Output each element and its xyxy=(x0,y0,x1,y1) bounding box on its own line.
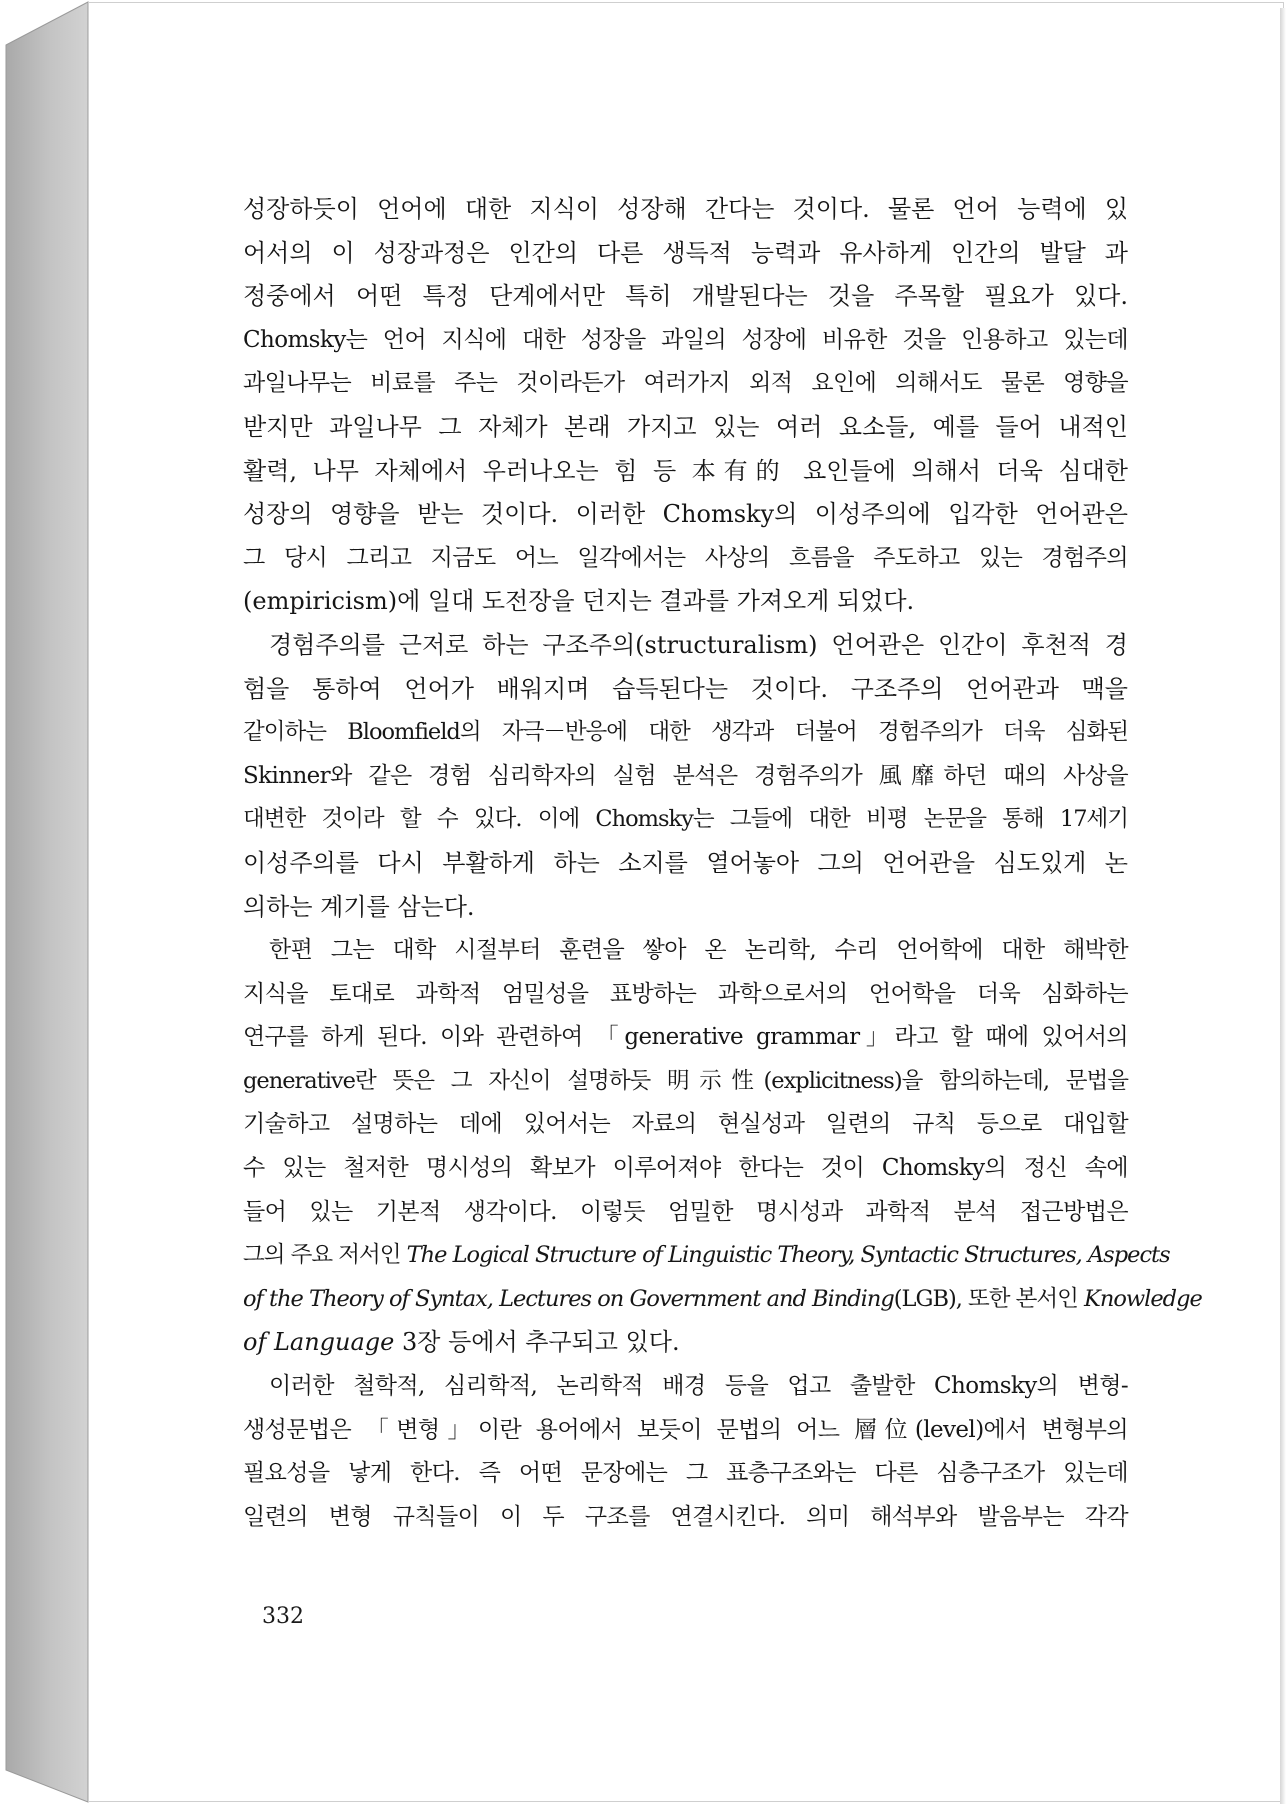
text-line: 들어 있는 기본적 생각이다. 이렇듯 엄밀한 명시성과 과학적 분석 접근방법은 xyxy=(243,1198,1128,1225)
text-line: 수 있는 철저한 명시성의 확보가 이루어져야 한다는 것이 Chomsky의 정신 속에 xyxy=(243,1155,1128,1182)
text-line: 이성주의를 다시 부활하게 하는 소지를 열어놓아 그의 언어관을 심도있게 논 xyxy=(243,848,1128,877)
text-line: Skinner와 같은 경험 심리학자의 실험 분석은 경험주의가 風靡하던 때의 사상을 xyxy=(243,762,1128,789)
text-line: generative란 뜻은 그 자신이 설명하듯 明示性(explicitness)을 함의하는데, 문법을 xyxy=(243,1067,1128,1094)
text-line-with-titles xyxy=(243,1321,1128,1365)
book-title: of the Theory of Syntax, Lectures on Government and Binding xyxy=(243,1285,894,1312)
text-line: Chomsky는 언어 지식에 대한 성장을 과일의 성장에 비유한 것을 인용하고 있는데 xyxy=(243,326,1128,353)
text-line: 같이하는 Bloomfield의 자극－반응에 대한 생각과 더불어 경험주의가 더욱 심화된 xyxy=(243,719,1128,746)
text-line: 연구를 하게 된다. 이와 관련하여 「generative grammar」라고 할 때에 있어서의 xyxy=(243,1024,1128,1051)
text-line-with-titles xyxy=(243,1234,1170,1278)
text-run: 3장 등에서 추구되고 있다. xyxy=(394,1328,680,1357)
text-line: 생성문법은 「변형」이란 용어에서 보듯이 문법의 어느 層位(level)에서 변형부의 xyxy=(243,1416,1128,1443)
text-line: 성장의 영향을 받는 것이다. 이러한 Chomsky의 이성주의에 입각한 언어관은 xyxy=(243,500,1128,529)
book-title: of Language xyxy=(243,1328,395,1357)
page-edge-shadow xyxy=(1280,8,1286,1804)
text-line: 어서의 이 성장과정은 인간의 다른 생득적 능력과 유사하게 인간의 발달 과 xyxy=(243,238,1128,267)
body-text xyxy=(243,188,1202,1539)
text-line: 일련의 변형 규칙들이 이 두 구조를 연결시킨다. 의미 해석부와 발음부는 각각 xyxy=(243,1503,1128,1530)
text-line: 그 당시 그리고 지금도 어느 일각에서는 사상의 흐름을 주도하고 있는 경험주의 xyxy=(243,544,1128,571)
text-line: 이러한 철학적, 심리학적, 논리학적 배경 등을 업고 출발한 Chomsky의 변형- xyxy=(269,1373,1128,1400)
text-line: 대변한 것이라 할 수 있다. 이에 Chomsky는 그들에 대한 비평 논문을 통해 17세기 xyxy=(243,806,1128,833)
text-line: 의하는 계기를 삼는다. xyxy=(243,892,475,921)
text-line: 정중에서 어떤 특정 단계에서만 특히 개발된다는 것을 주목할 필요가 있다. xyxy=(243,282,1128,311)
text-line: 한편 그는 대학 시절부터 훈련을 쌓아 온 논리학, 수리 언어학에 대한 해박한 xyxy=(269,937,1128,964)
text-run: 그의 주요 저서인 xyxy=(243,1242,407,1269)
text-line: 지식을 토대로 과학적 엄밀성을 표방하는 과학으로서의 언어학을 더욱 심화하는 xyxy=(243,980,1128,1007)
text-line: 험을 통하여 언어가 배워지며 습득된다는 것이다. 구조주의 언어관과 맥을 xyxy=(243,674,1128,703)
text-line: 필요성을 낳게 한다. 즉 어떤 문장에는 그 표층구조와는 다른 심층구조가 있는데 xyxy=(243,1460,1128,1487)
text-line: 활력, 나무 자체에서 우러나오는 힘 등 本有的 요인들에 의해서 더욱 심대한 xyxy=(243,456,1128,485)
book-title: Knowledge xyxy=(1084,1285,1202,1312)
text-line: (empiricism)에 일대 도전장을 던지는 결과를 가져오게 되었다. xyxy=(243,587,915,616)
book-title: The Logical Structure of Linguistic Theory, Syntactic Structures, Aspects xyxy=(406,1242,1170,1269)
text-line: 과일나무는 비료를 주는 것이라든가 여러가지 외적 요인에 의해서도 물론 영향을 xyxy=(243,370,1128,397)
page-number: 332 xyxy=(262,1604,304,1629)
text-run: (LGB), 또한 본서인 xyxy=(893,1285,1085,1312)
text-line-with-titles xyxy=(243,1278,1202,1322)
text-line: 받지만 과일나무 그 자체가 본래 가지고 있는 여러 요소들, 예를 들어 내적인 xyxy=(243,412,1128,441)
text-line: 기술하고 설명하는 데에 있어서는 자료의 현실성과 일련의 규칙 등으로 대입할 xyxy=(243,1111,1128,1138)
text-line: 성장하듯이 언어에 대한 지식이 성장해 간다는 것이다. 물론 언어 능력에 있 xyxy=(243,195,1128,223)
text-line: 경험주의를 근저로 하는 구조주의(structuralism) 언어관은 인간이 후천적 경 xyxy=(269,630,1128,659)
